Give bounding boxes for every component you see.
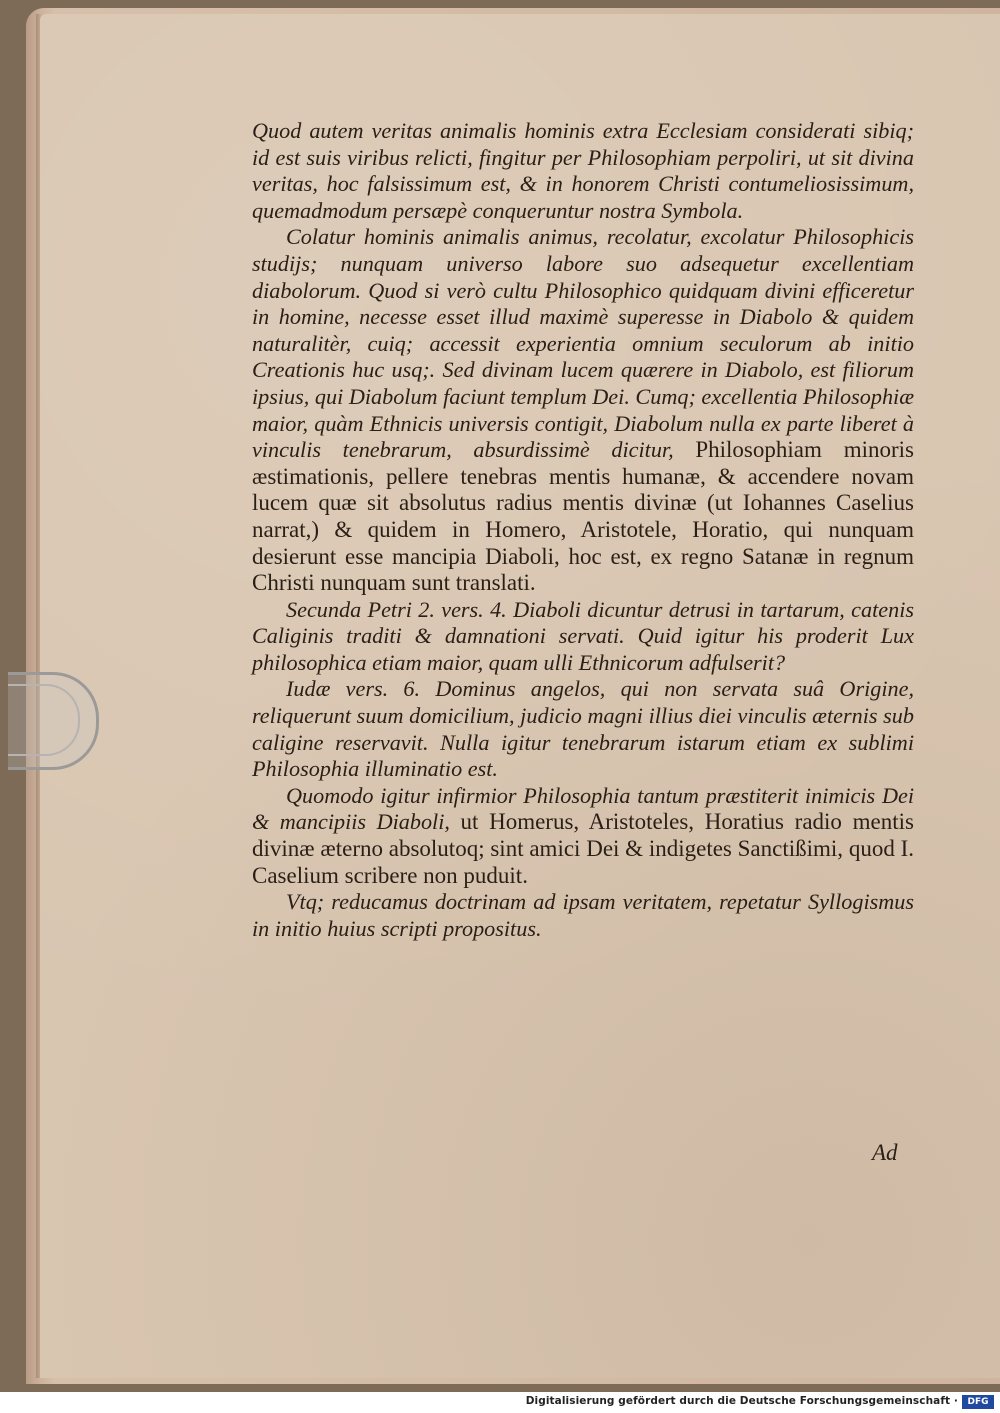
text-run: Colatur hominis animalis animus, recolatur, excolatur Philosophicis studijs; nunquam universo labore suo adsequetur excellentiam diabolorum. Quod si verò cultu Philosophico quidquam divini efficeretur in homine, necesse esset illud maximè superesse in Diabolo & quidem naturalitèr, cuiq; accessit experientia omnium seculorum ab initio Creationis huc usq;. Sed divinam lucem quærere in Diabolo, est filiorum ipsius, qui Diabolum faciunt templum Dei. Cumq; excellentia Philosophiæ maior, quàm Ethnicis universis contigit, Diabolum nulla ex parte liberet à vinculis tenebrarum, absurdissimè dicitur, (252, 224, 914, 463)
paragraph-4 (252, 676, 914, 782)
paragraph-3 (252, 597, 914, 677)
funding-credit: Digitalisierung gefördert durch die Deutsche Forschungsgemeinschaft · (525, 1395, 958, 1407)
text-run: Secunda Petri 2. vers. 4. Diaboli dicuntur detrusi in tartarum, catenis Caliginis traditi & damnationi servati. Quid igitur his proderit Lux philosophica etiam maior, quam ulli Ethnicorum adfulserit? (252, 596, 914, 675)
text-run: ut Homerus, Aristoteles, Horatius radio mentis divinæ æterno absolutoq; sint amici Dei & indigetes Sanctißimi, quod I. Caselium scribere non puduit. (252, 809, 914, 888)
catchword: Ad (872, 1140, 898, 1165)
dfg-logo-icon[interactable]: DFG (962, 1395, 994, 1409)
text-run: Vtq; reducamus doctrinam ad ipsam veritatem, repetatur Syllogismus in initio huius scripti propositus. (252, 889, 914, 941)
text-run: Quomodo igitur infirmior Philosophia tantum præstiterit inimicis Dei & mancipiis Diaboli, (252, 782, 914, 835)
paragraph-6 (252, 889, 914, 942)
text-run: Iudæ vers. 6. Dominus angelos, qui non servata suâ Origine, reliquerunt suum domicilium, judicio magni illius diei vinculis æternis sub caligine reservavit. Nulla igitur tenebrarum istarum etiam ex sublimi Philosophia illuminatio est. (252, 676, 914, 782)
paper-clip-inner (8, 684, 80, 756)
body-text (252, 118, 914, 942)
text-run: Quod autem veritas animalis hominis extra Ecclesiam considerati sibiq; id est suis viribus relicti, fingitur per Philosophiam perpoliri, ut sit divina veritas, hoc falsissimum est, & in honorem Christi contumeliosissimum, quemadmodum persæpè conqueruntur nostra Symbola. (252, 118, 914, 223)
text-run: Philosophiam minoris æstimationis, pellere tenebras mentis humanæ, & accendere novam lucem quæ sit absolutus radius mentis divinæ (ut Iohannes Caselius narrat,) & quidem in Homero, Aristotele, Horatio, qui nunquam desierunt esse mancipia Diaboli, hoc est, ex regno Satanæ in regnum Christi nunquam sunt translati. (252, 437, 914, 596)
footer-bar (0, 1392, 1000, 1413)
paragraph-5 (252, 783, 914, 889)
paragraph-2 (252, 224, 914, 596)
paragraph-1 (252, 118, 914, 224)
